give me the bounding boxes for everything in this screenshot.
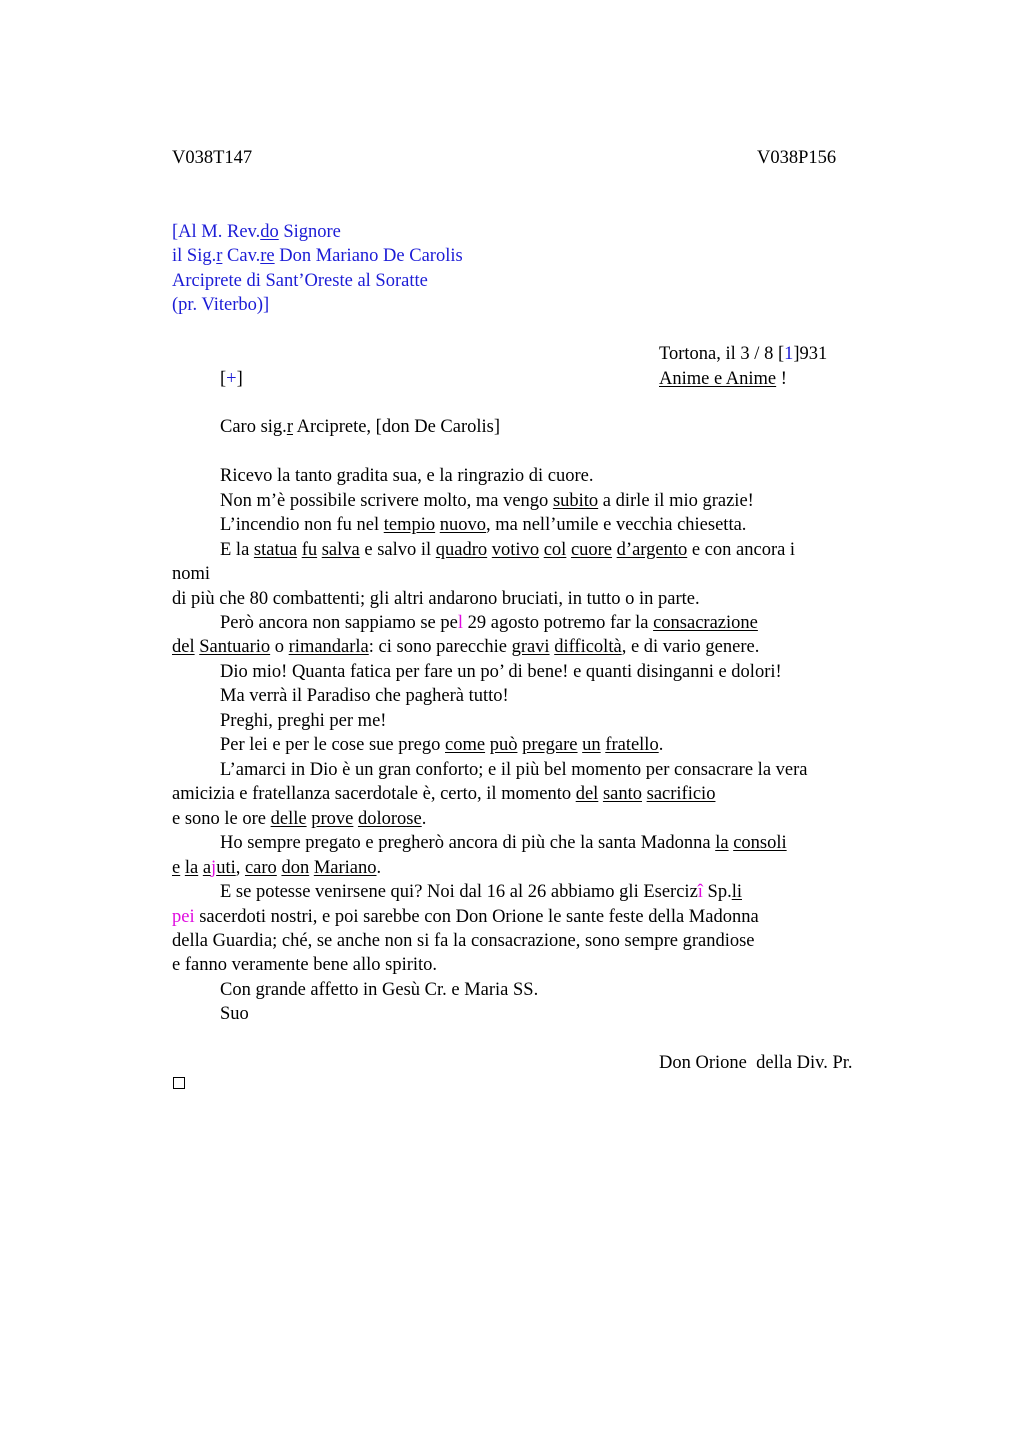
body-line-17-i: caro (244, 858, 277, 878)
address-line-2-abbr-1: r (216, 246, 223, 266)
body-line-12-b: come (445, 735, 486, 755)
body-line-21: e fanno veramente bene allo spirito. (172, 955, 438, 975)
body-line-3-e: , ma nell’umile e vecchia chiesetta. (486, 515, 747, 535)
body-line-17-m: Mariano (313, 858, 377, 878)
signature: Don Orione della Div. Pr. (659, 1053, 853, 1073)
body-line-3-a: L’incendio non fu nel (220, 515, 384, 535)
body-line-19 (172, 905, 759, 929)
body-line-11: Preghi, preghi per me! (220, 711, 387, 731)
body-line-4-l: col (543, 540, 567, 560)
dateline-a: Tortona, il 3 / 8 [ (659, 344, 785, 364)
body-line-14 (172, 782, 715, 806)
address-line-3: Arciprete di Sant’Oreste al Soratte (172, 271, 428, 291)
body-line-10: Ma verrà il Paradiso che pagherà tutto! (220, 686, 509, 706)
body-line-12-d: può (489, 735, 518, 755)
body-line-4-n: cuore (570, 540, 613, 560)
end-box-icon (173, 1077, 185, 1089)
body-line-8-d: o (270, 637, 289, 657)
salutation (220, 415, 500, 439)
body-line-4-j: votivo (491, 540, 540, 560)
body-line-18-c: Sp. (702, 882, 732, 902)
body-line-18-b: î (697, 882, 703, 902)
address-line-2 (172, 244, 463, 268)
salutation-c: Arciprete, [don De Carolis] (292, 417, 501, 437)
body-line-4-q: e con ancora i (687, 540, 796, 560)
body-line-4-g: e salvo il (359, 540, 436, 560)
body-line-4-a: E la (220, 540, 254, 560)
body-line-18 (220, 880, 742, 904)
body-line-15 (172, 807, 426, 831)
body-line-17 (172, 856, 381, 880)
body-line-4 (220, 538, 795, 562)
body-line-4-h: quadro (435, 540, 488, 560)
body-line-3-b: tempio (383, 515, 436, 535)
address-line-1-abbr: do (260, 222, 279, 242)
body-line-17-e: a (202, 858, 212, 878)
body-line-8-j: , e di vario genere. (621, 637, 760, 657)
body-line-9: Dio mio! Quanta fatica per fare un po’ di bene! e quanti disinganni e dolori! (220, 662, 782, 682)
body-line-4-p: d’argento (616, 540, 688, 560)
body-line-23: Suo (220, 1004, 249, 1024)
cross-icon: + (226, 369, 237, 389)
body-line-2 (220, 489, 754, 513)
body-line-17-f: j (211, 858, 217, 878)
cross-mark (220, 367, 243, 391)
body-line-15-a: e sono le ore (172, 809, 271, 829)
body-line-8-g: gravi (511, 637, 550, 657)
body-line-8-c: Santuario (199, 637, 271, 657)
address-line-1-c: Signore (278, 222, 341, 242)
body-line-15-b: delle (270, 809, 307, 829)
body-line-8-e: rimandarla (288, 637, 369, 657)
body-line-4-f: salva (321, 540, 360, 560)
body-line-14-b: del (575, 784, 599, 804)
body-line-18-d: li (731, 882, 742, 902)
dateline-editorial: 1 (784, 344, 794, 364)
body-line-12 (220, 733, 663, 757)
body-line-12-h: un (582, 735, 601, 755)
body-line-16-d: consoli (733, 833, 787, 853)
body-line-19-a: pei (172, 907, 195, 927)
body-line-12-k: . (658, 735, 664, 755)
body-line-17-k: don (281, 858, 310, 878)
body-line-19-b: sacerdoti nostri, e poi sarebbe con Don Orione le sante feste della Madonna (194, 907, 759, 927)
body-line-15-g: . (421, 809, 427, 829)
body-line-22: Con grande affetto in Gesù Cr. e Maria SS. (220, 980, 539, 1000)
body-line-2-b: subito (552, 491, 599, 511)
body-line-8-f: : ci sono parecchie (368, 637, 512, 657)
body-line-14-f: sacrificio (646, 784, 716, 804)
dateline (659, 342, 827, 366)
address-line-2-c: Cav. (222, 246, 261, 266)
motto-suffix: ! (776, 369, 787, 389)
cross-close: ] (236, 369, 243, 389)
address-line-2-abbr-2: re (260, 246, 275, 266)
address-line-1 (172, 220, 341, 244)
body-line-2-a: Non m’è possibile scrivere molto, ma vengo (220, 491, 553, 511)
body-line-8 (172, 635, 759, 659)
header-left-code: V038T147 (172, 148, 253, 168)
address-line-4: (pr. Viterbo)] (172, 295, 270, 315)
address-line-1-a: [Al M. Rev. (172, 222, 261, 242)
body-line-17-a: e (172, 858, 181, 878)
dateline-c: ]931 (793, 344, 828, 364)
body-line-5: nomi (172, 564, 211, 584)
body-line-3 (220, 513, 746, 537)
body-line-16-a: Ho sempre pregato e pregherò ancora di più che la santa Madonna (220, 833, 716, 853)
body-line-7 (220, 611, 758, 635)
body-line-17-g: uti (216, 858, 236, 878)
cross-open: [ (220, 369, 227, 389)
body-line-17-c: la (184, 858, 199, 878)
body-line-16-b: la (715, 833, 729, 853)
body-line-17-n: . (376, 858, 382, 878)
body-line-4-b: statua (253, 540, 298, 560)
body-line-3-d: nuovo (439, 515, 486, 535)
address-line-2-a: il Sig. (172, 246, 217, 266)
body-line-7-c: 29 agosto potremo far la (463, 613, 654, 633)
motto-text: Anime e Anime (659, 369, 777, 389)
address-line-2-e: Don Mariano De Carolis (274, 246, 463, 266)
salutation-abbr: r (286, 417, 293, 437)
body-line-7-a: Però ancora non sappiamo se pe (220, 613, 458, 633)
body-line-8-a: del (172, 637, 195, 657)
body-line-20: della Guardia; ché, se anche non si fa la consacrazione, sono sempre grandiose (172, 931, 755, 951)
body-line-4-d: fu (301, 540, 318, 560)
motto (659, 367, 787, 391)
header-right-code: V038P156 (757, 148, 837, 168)
body-line-12-a: Per lei e per le cose sue prego (220, 735, 445, 755)
body-line-7-b: l (457, 613, 463, 633)
body-line-12-f: pregare (522, 735, 578, 755)
body-line-14-a: amicizia e fratellanza sacerdotale è, certo, il momento (172, 784, 576, 804)
body-line-6: di più che 80 combattenti; gli altri andarono bruciati, in tutto o in parte. (172, 589, 700, 609)
body-line-17-h: , (235, 858, 245, 878)
body-line-12-j: fratello (605, 735, 659, 755)
body-line-16 (220, 831, 787, 855)
body-line-8-i: difficoltà (554, 637, 622, 657)
salutation-a: Caro sig. (220, 417, 287, 437)
body-line-18-a: E se potesse venirsene qui? Noi dal 16 al 26 abbiamo gli Eserciz (220, 882, 698, 902)
body-line-15-d: prove (311, 809, 354, 829)
body-line-15-f: dolorose (357, 809, 422, 829)
body-line-13: L’amarci in Dio è un gran conforto; e il più bel momento per consacrare la vera (220, 760, 808, 780)
body-line-7-d: consacrazione (653, 613, 758, 633)
body-line-2-c: a dirle il mio grazie! (598, 491, 754, 511)
body-line-1: Ricevo la tanto gradita sua, e la ringrazio di cuore. (220, 466, 594, 486)
body-line-14-d: santo (602, 784, 642, 804)
